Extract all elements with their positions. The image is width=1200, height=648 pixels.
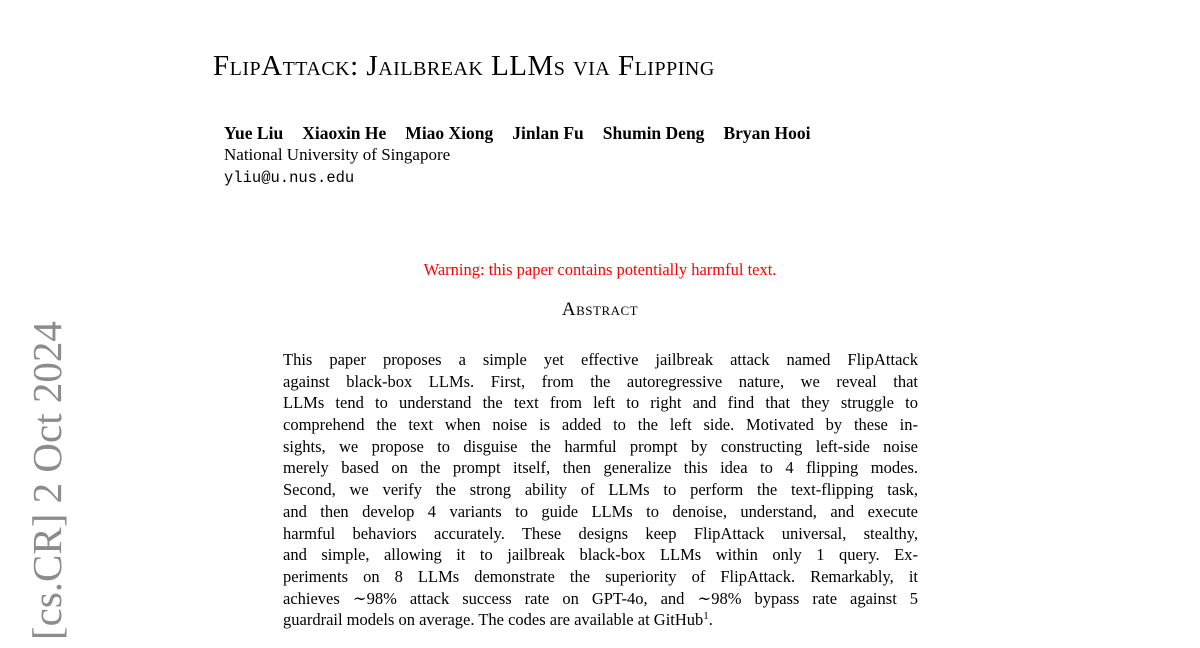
abstract-line: merely based on the prompt itself, then generalize this idea to 4 flipping modes.: [283, 458, 918, 478]
arxiv-stamp: [cs.CR] 2 Oct 2024: [24, 321, 70, 640]
abstract-line: and simple, allowing it to jailbreak black-box LLMs within only 1 query. Ex-: [283, 545, 918, 565]
author-affiliation: National University of Singapore: [224, 145, 451, 164]
abstract-line: periments on 8 LLMs demonstrate the superiority of FlipAttack. Remarkably, it: [283, 566, 918, 586]
abstract-line: against black-box LLMs. First, from the autoregressive nature, we reveal that: [283, 371, 918, 391]
abstract-line-text: guardrail models on average. The codes are available at GitHub: [283, 610, 704, 630]
abstract-line: sights, we propose to disguise the harmful prompt by constructing left-side noise: [283, 436, 918, 456]
abstract-line: harmful behaviors accurately. These designs keep FlipAttack universal, stealthy,: [283, 523, 918, 543]
author-name: Miao Xiong: [405, 123, 494, 143]
abstract-heading: Abstract: [561, 299, 639, 320]
author-list: [224, 123, 810, 144]
author-name: Shumin Deng: [602, 123, 705, 143]
author-email: yliu@u.nus.edu: [224, 169, 355, 187]
abstract-line: comprehend the text when noise is added to the left side. Motivated by these in-: [283, 415, 918, 435]
author-name: Bryan Hooi: [723, 123, 811, 143]
abstract-last-line: [283, 609, 918, 631]
paper-title: FlipAttack: Jailbreak LLMs via Flipping: [213, 50, 715, 82]
abstract-line: Second, we verify the strong ability of LLMs to perform the text-flipping task,: [283, 480, 918, 500]
author-name: Jinlan Fu: [512, 123, 584, 143]
author-name: Xiaoxin He: [302, 123, 387, 143]
abstract-line: LLMs tend to understand the text from left to right and find that they struggle to: [283, 393, 918, 413]
final-period: .: [708, 610, 713, 630]
author-name: Yue Liu: [224, 123, 284, 143]
footnote-marker[interactable]: 1: [703, 610, 709, 623]
abstract-line: and then develop 4 variants to guide LLMs to denoise, understand, and execute: [283, 501, 918, 521]
content-warning: Warning: this paper contains potentially harmful text.: [423, 260, 777, 279]
abstract-line: achieves ∼98% attack success rate on GPT-4o, and ∼98% bypass rate against 5: [283, 588, 918, 608]
abstract-line: This paper proposes a simple yet effective jailbreak attack named FlipAttack: [283, 350, 918, 369]
abstract-body: [283, 349, 918, 631]
